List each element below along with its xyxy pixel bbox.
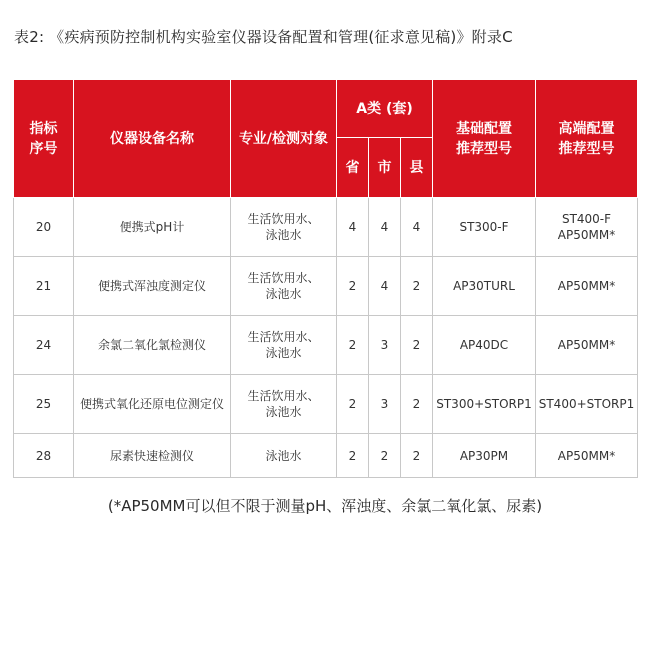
cell-target-line2: 泳池水: [265, 287, 302, 301]
cell-province: 2: [337, 375, 369, 434]
cell-city: 4: [369, 198, 401, 257]
cell-basic: AP40DC: [433, 316, 536, 375]
cell-target-line1: 生活饮用水、: [247, 389, 320, 403]
cell-high-line2: AP50MM*: [557, 228, 616, 242]
cell-high: AP50MM*: [536, 434, 638, 478]
table-row: [14, 257, 638, 316]
cell-basic: AP30PM: [433, 434, 536, 478]
cell-city: 4: [369, 257, 401, 316]
cell-target-line2: 泳池水: [265, 346, 302, 360]
header-name: 仪器设备名称: [74, 80, 231, 198]
cell-high: ST400+STORP1: [536, 375, 638, 434]
table-caption: 表2: 《疾病预防控制机构实验室仪器设备配置和管理(征求意见稿)》附录C: [14, 28, 513, 46]
header-basic-line2: 推荐型号: [456, 140, 512, 157]
header-index: [14, 80, 74, 198]
header-basic: [433, 80, 536, 198]
cell-high: [536, 198, 638, 257]
cell-county: 4: [401, 198, 433, 257]
cell-province: 2: [337, 316, 369, 375]
cell-basic: ST300+STORP1: [433, 375, 536, 434]
cell-target-line1: 生活饮用水、: [247, 330, 320, 344]
header-index-line1: 指标: [29, 120, 58, 137]
cell-index: 25: [14, 375, 74, 434]
cell-index: 20: [14, 198, 74, 257]
cell-index: 28: [14, 434, 74, 478]
cell-target: [231, 316, 337, 375]
cell-target-line2: 泳池水: [265, 405, 302, 419]
header-high-line1: 高端配置: [558, 120, 615, 137]
cell-name: 尿素快速检测仪: [74, 434, 231, 478]
cell-name: 便携式pH计: [74, 198, 231, 257]
header-city: 市: [369, 138, 401, 198]
table-row: [14, 434, 638, 478]
header-index-line2: 序号: [29, 140, 58, 157]
table-row: [14, 375, 638, 434]
cell-target: [231, 375, 337, 434]
table-row: [14, 316, 638, 375]
cell-county: 2: [401, 434, 433, 478]
cell-county: 2: [401, 257, 433, 316]
cell-high: AP50MM*: [536, 257, 638, 316]
cell-target-line1: 生活饮用水、: [247, 271, 320, 285]
cell-name: 便携式浑浊度测定仪: [74, 257, 231, 316]
cell-county: 2: [401, 316, 433, 375]
header-basic-line1: 基础配置: [456, 120, 512, 137]
table-row: [14, 198, 638, 257]
cell-province: 2: [337, 257, 369, 316]
cell-name: 便携式氧化还原电位测定仪: [74, 375, 231, 434]
cell-county: 2: [401, 375, 433, 434]
cell-province: 4: [337, 198, 369, 257]
cell-target: [231, 257, 337, 316]
cell-name: 余氯二氧化氯检测仪: [74, 316, 231, 375]
cell-province: 2: [337, 434, 369, 478]
header-county: 县: [401, 138, 433, 198]
cell-city: 3: [369, 316, 401, 375]
cell-basic: AP30TURL: [433, 257, 536, 316]
header-province: 省: [337, 138, 369, 198]
cell-basic: ST300-F: [433, 198, 536, 257]
cell-high: AP50MM*: [536, 316, 638, 375]
cell-city: 3: [369, 375, 401, 434]
cell-target-line2: 泳池水: [265, 228, 302, 242]
header-high: [536, 80, 638, 198]
header-class-a: A类 (套): [337, 80, 433, 138]
cell-target-line1: 生活饮用水、: [247, 212, 320, 226]
cell-city: 2: [369, 434, 401, 478]
cell-index: 21: [14, 257, 74, 316]
cell-high-line1: ST400-F: [561, 212, 612, 226]
cell-target: [231, 198, 337, 257]
header-row-1: [14, 80, 638, 138]
equipment-table: [13, 79, 638, 478]
header-high-line2: 推荐型号: [558, 140, 615, 157]
cell-target: 泳池水: [231, 434, 337, 478]
footnote: (*AP50MM可以但不限于测量pH、浑浊度、余氯二氧化氯、尿素): [107, 497, 543, 515]
header-target: 专业/检测对象: [231, 80, 337, 198]
cell-index: 24: [14, 316, 74, 375]
